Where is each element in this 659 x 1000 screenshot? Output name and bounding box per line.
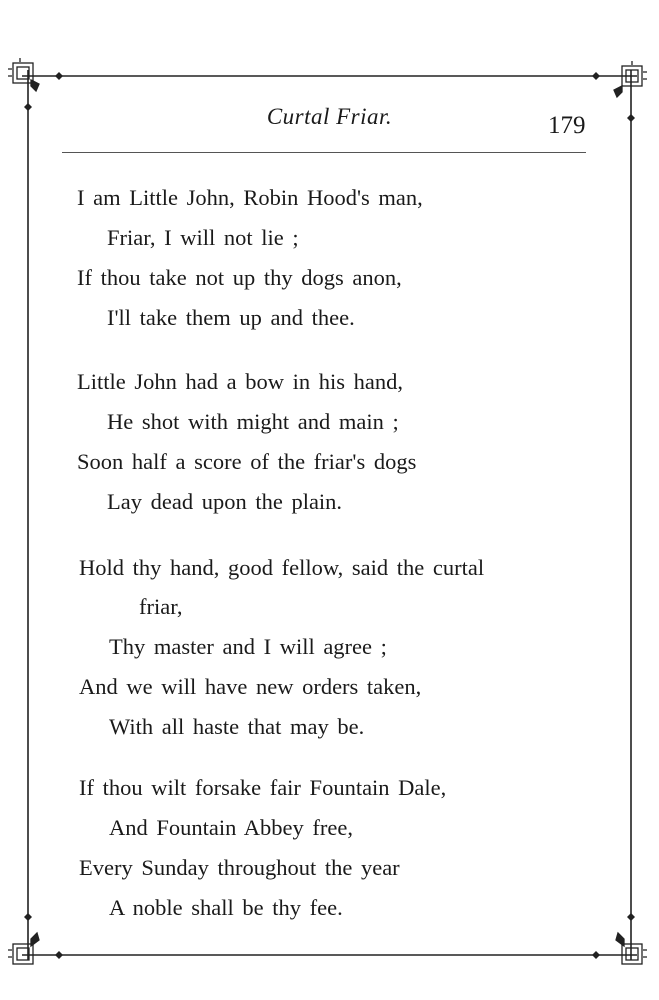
poem-line: A noble shall be thy fee. — [109, 895, 343, 920]
poem-line: Soon half a score of the friar's dogs — [77, 449, 417, 474]
page-number: 179 — [548, 112, 586, 139]
poem-line: Lay dead upon the plain. — [107, 489, 343, 514]
poem-line: Every Sunday throughout the year — [79, 855, 400, 880]
poem-line: And we will have new orders taken, — [79, 674, 422, 699]
poem-line: With all haste that may be. — [109, 714, 365, 739]
poem-line: He shot with might and main ; — [107, 409, 399, 434]
running-header-title: Curtal Friar. — [266, 104, 393, 129]
poem-line: I'll take them up and thee. — [107, 305, 355, 330]
poem-line: Little John had a bow in his hand, — [77, 369, 403, 394]
poem-line: And Fountain Abbey free, — [109, 815, 353, 840]
poem-line: Friar, I will not lie ; — [107, 225, 299, 250]
poem-line: I am Little John, Robin Hood's man, — [77, 185, 423, 210]
poem-line: If thou take not up thy dogs anon, — [77, 265, 402, 290]
poem-line: friar, — [139, 594, 183, 619]
poem-line: If thou wilt forsake fair Fountain Dale, — [79, 775, 447, 800]
poem-line: Thy master and I will agree ; — [109, 634, 387, 659]
poem-line: Hold thy hand, good fellow, said the curtal — [79, 555, 485, 580]
